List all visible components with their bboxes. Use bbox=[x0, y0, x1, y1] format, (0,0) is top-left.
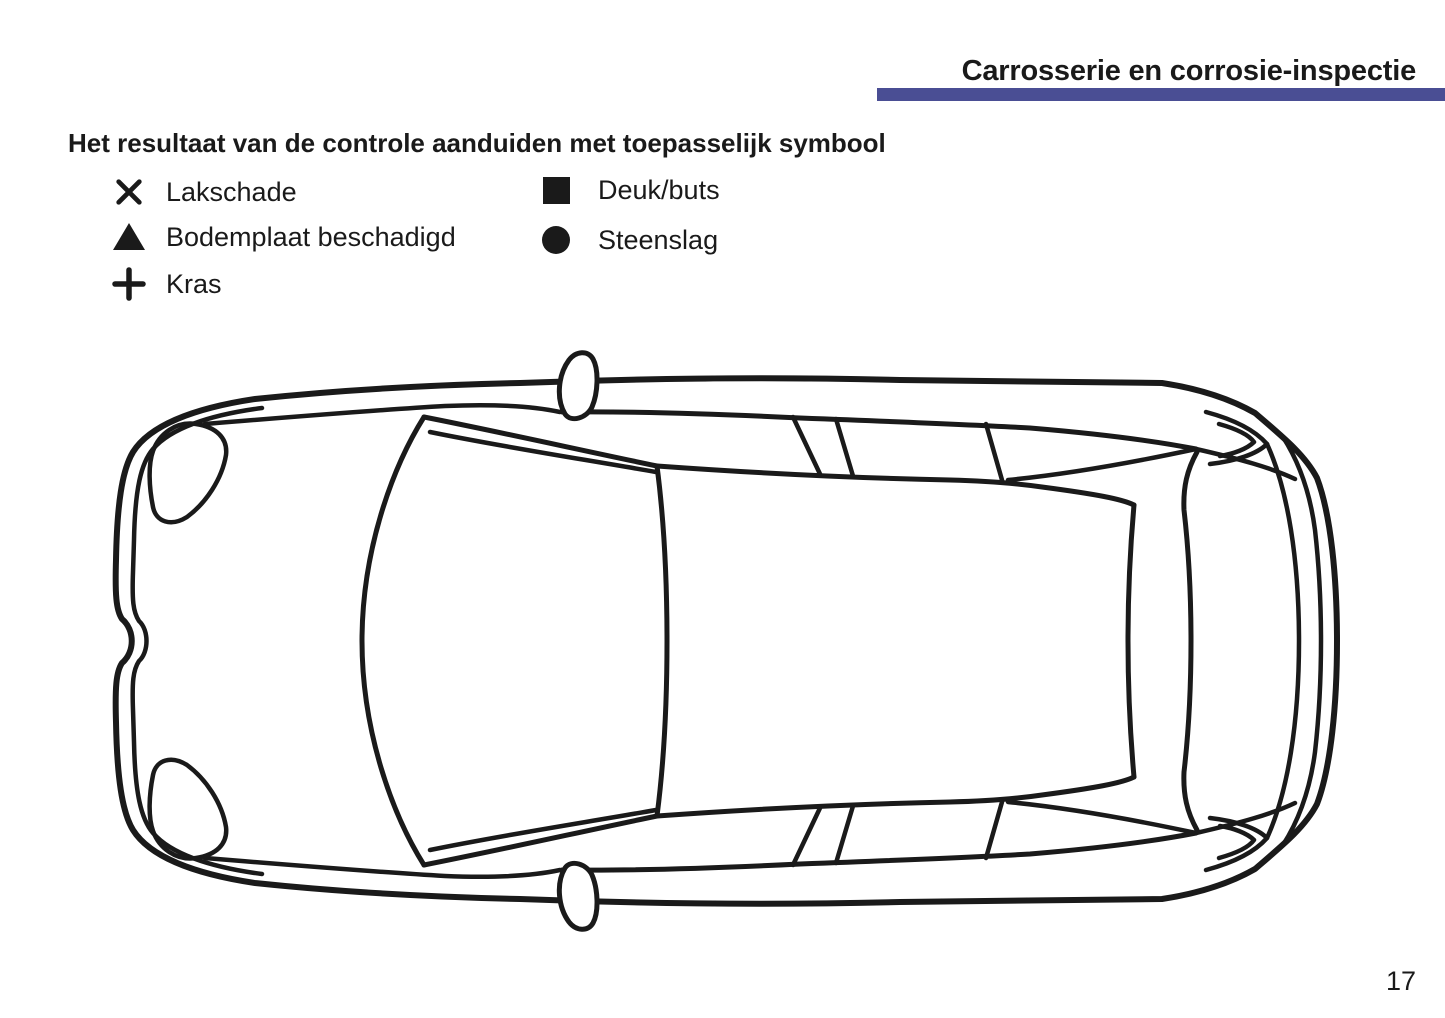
a-pillar-top bbox=[424, 417, 657, 466]
side-mirror-top bbox=[559, 353, 597, 419]
rear-bumper-inner-line bbox=[1283, 437, 1321, 845]
instruction-heading: Het resultaat van de controle aanduiden met toepasselijk symbool bbox=[68, 128, 886, 158]
front-bumper-inner-line bbox=[133, 408, 262, 874]
headlight-left-bottom bbox=[150, 760, 227, 859]
side-mirror-bottom bbox=[559, 863, 597, 929]
roof-front-edge bbox=[657, 466, 667, 816]
legend-label: Kras bbox=[166, 268, 222, 299]
c-pillar-divider-top bbox=[986, 424, 1002, 480]
c-pillar-divider-bottom bbox=[986, 802, 1002, 858]
taillight-bottom bbox=[1206, 818, 1267, 870]
b-pillar-bottom bbox=[793, 806, 853, 865]
legend-label: Deuk/buts bbox=[598, 174, 720, 205]
taillight-top bbox=[1206, 412, 1267, 464]
a-pillar-top-inner bbox=[430, 432, 656, 472]
quarter-window-edge-bottom bbox=[1008, 802, 1196, 833]
legend-label: Steenslag bbox=[598, 224, 719, 255]
a-pillar-bottom bbox=[424, 816, 657, 865]
legend-label: Lakschade bbox=[166, 176, 297, 207]
quarter-window-edge-top bbox=[1008, 449, 1196, 480]
page-number: 17 bbox=[1386, 966, 1417, 996]
rear-window-front-edge bbox=[1128, 505, 1134, 777]
headlight-left-top bbox=[150, 424, 227, 523]
a-pillar-bottom-inner bbox=[430, 810, 656, 850]
legend-label: Bodemplaat beschadigd bbox=[166, 221, 456, 252]
page-title: Carrosserie en corrosie-inspectie bbox=[961, 55, 1416, 87]
beltline-top bbox=[562, 412, 1196, 449]
rear-window-rear-edge bbox=[1184, 452, 1197, 830]
trunk-lid-line bbox=[1267, 444, 1299, 838]
beltline-bottom bbox=[562, 833, 1196, 870]
b-pillar-top bbox=[793, 417, 853, 476]
windshield-base-line bbox=[362, 417, 424, 865]
